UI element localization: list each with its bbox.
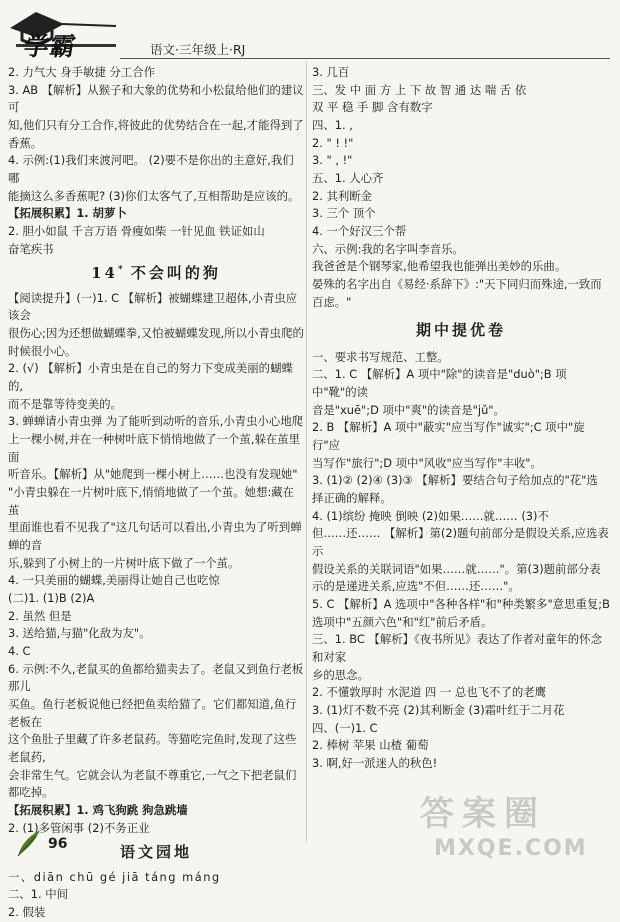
yuwen-yuandi-heading: 语文园地 bbox=[119, 843, 192, 862]
text-line: 2. 不懂敦厚时 水泥道 四 一 总也飞不了的老鹰 bbox=[312, 685, 547, 700]
text-line: 3. (1)灯不数不亮 (2)其利断金 (3)霜叶红于二月花 bbox=[312, 703, 565, 718]
text-line: 4. 一个好汉三个帮 bbox=[312, 224, 407, 239]
text-line: 四、(一)1. C bbox=[312, 720, 378, 735]
page-footer bbox=[14, 828, 134, 858]
text-line: 【拓展积累】1. 鸡飞狗跳 狗急跳墙 bbox=[8, 803, 188, 818]
text-line: 乡的思念。 bbox=[312, 667, 369, 682]
watermark-bottom: MXQE.COM bbox=[434, 836, 588, 861]
text-line: 2. " ! !" bbox=[312, 135, 354, 150]
text-line: 4. (1)缤纷 掩映 倒映 (2)如果……就…… (3)不 bbox=[312, 508, 549, 523]
text-line: 上一棵小树,并在一种树叶底下悄悄地做了一个茧,躲在茧里面 bbox=[8, 432, 301, 464]
text-line: 二、1. C 【解析】A 项中"除"的读音是"duò";B 项中"靴"的读 bbox=[312, 367, 567, 399]
text-line: 奋笔疾书 bbox=[8, 241, 54, 256]
logo-text: 学霸 bbox=[21, 32, 79, 61]
text-line: 我爸爸是个钢琴家,他希望我也能弹出美妙的乐曲。 bbox=[312, 259, 567, 274]
text-line: 4. 示例:(1)我们来渡河吧。 (2)要不是你出的主意好,我们哪 bbox=[8, 153, 294, 186]
text-line: 乐,躲到了小树上的一片树叶底下做了一个茧。 bbox=[8, 555, 240, 570]
header-title: 语文·三年级上·RJ bbox=[150, 42, 246, 57]
text-line: 知,他们只有分工合作,将彼此的优势结合在一起,才能得到了香蕉。 bbox=[8, 118, 304, 150]
text-line: 但……还…… 【解析】第(2)题句前部分是假设关系,应选表示 bbox=[312, 526, 609, 559]
text-line: 3. " , !" bbox=[312, 153, 353, 168]
text-line: 一、diān chū gé jiā táng máng bbox=[8, 869, 221, 884]
text-line: 时候很小心。 bbox=[8, 343, 77, 358]
text-line: 2. (√) 【解析】小青虫是在自己的努力下变成美丽的蝴蝶的, bbox=[8, 361, 293, 393]
feather-icon bbox=[14, 828, 44, 858]
text-line: 双 平 稳 手 脚 含有数字 bbox=[312, 100, 433, 115]
lesson-number: 14 bbox=[91, 264, 118, 283]
page-header bbox=[0, 0, 620, 62]
text-line: 2. 棒树 苹果 山楂 葡萄 bbox=[312, 738, 429, 753]
text-line: 会非常生气。它就会认为老鼠不尊重它,一气之下把老鼠们都吃掉。 bbox=[8, 767, 297, 800]
text-line: 2. 其利断金 bbox=[312, 188, 373, 203]
text-line: 六、示例:我的名字叫李音乐。 bbox=[312, 241, 464, 256]
text-line: 二、1. 中间 bbox=[8, 887, 69, 902]
lesson-mark: * bbox=[117, 265, 123, 276]
right-column bbox=[312, 64, 610, 854]
text-line: 3. 三个 顶个 bbox=[312, 206, 376, 221]
watermark-top: 答案圈 bbox=[420, 794, 546, 834]
text-line: 晏殊的名字出自《易经·系辞下》:"天下同归而殊途,一致而 bbox=[312, 277, 602, 292]
text-line: 四、1. , bbox=[312, 118, 353, 133]
text-line: 2. B 【解析】A 项中"蔽实"应当写作"诚实";C 项中"旋行"应 bbox=[312, 420, 585, 453]
text-line: 2. 假装 bbox=[8, 905, 46, 920]
watermark bbox=[414, 788, 614, 860]
text-line: 音是"xuē";D 项中"爽"的读音是"jǔ"。 bbox=[312, 402, 505, 417]
text-line: 【拓展积累】1. 胡萝卜 bbox=[8, 206, 127, 221]
text-line: 5. C 【解析】A 选项中"各种各样"和"种类繁多"意思重复;B bbox=[312, 597, 610, 612]
text-line: 4. C bbox=[8, 644, 31, 659]
text-line: 买鱼。鱼行老板说他已经把鱼卖给猫了。它们都知道,鱼行老板在 bbox=[8, 697, 297, 729]
text-line: 3. 几百 bbox=[312, 65, 350, 79]
text-line: 示的是递进关系,应选"不但……还……"。 bbox=[312, 579, 520, 594]
text-line: 当写作"旅行";D 项中"风收"应当写作"丰收"。 bbox=[312, 455, 542, 470]
text-line: 三、发 中 面 方 上 下 故 智 通 达 喘 舌 依 bbox=[312, 82, 527, 97]
text-line: 选项中"五颜六色"和"红"前后矛盾。 bbox=[312, 614, 493, 629]
text-line: 三、1. BC 【解析】《夜书所见》表达了作者对童年的怀念和对家 bbox=[312, 632, 602, 665]
midterm-heading: 期中提优卷 bbox=[415, 321, 506, 340]
text-line: 3. 啊,好一派迷人的秋色! bbox=[312, 756, 438, 771]
text-line: 五、1. 人心齐 bbox=[312, 171, 384, 186]
lesson-title: 不会叫的狗 bbox=[130, 264, 221, 283]
text-line: 3. 蝉蝉请小青虫弹 为了能听到动听的音乐,小青虫小心地爬 bbox=[8, 414, 304, 429]
text-line: 2. (1)多管闲事 (2)不务正业 bbox=[8, 820, 150, 835]
text-line: 而不是靠等待变美的。 bbox=[8, 396, 122, 411]
text-line: 【阅读提升】(一)1. C 【解析】被蝴蝶建卫超体,小青虫应该会 bbox=[8, 290, 298, 323]
text-line: 2. 力气大 身手敏捷 分工合作 bbox=[8, 65, 156, 79]
text-line: 3. AB 【解析】从猴子和大象的优势和小松鼠给他们的建议可 bbox=[8, 82, 304, 115]
text-line: 2. 胆小如鼠 千言万语 骨瘦如柴 一针见血 铁证如山 bbox=[8, 224, 265, 239]
text-line: 4. 一只美丽的蝴蝶,美丽得让她自己也吃惊 bbox=[8, 573, 220, 588]
text-line: 里面谁也看不见我了"这几句话可以看出,小青虫为了听到蝉蝉的音 bbox=[8, 520, 302, 553]
text-line: (二)1. (1)B (2)A bbox=[8, 591, 95, 606]
text-line: 6. 示例:不久,老鼠买的鱼都给猫卖去了。老鼠又到鱼行老板那儿 bbox=[8, 661, 304, 694]
xueba-logo bbox=[6, 6, 124, 60]
column-divider bbox=[306, 62, 307, 842]
page-number: 96 bbox=[48, 836, 68, 852]
text-line: 择正确的解释。 bbox=[312, 491, 392, 506]
lesson-14-heading bbox=[8, 262, 304, 285]
text-line: 3. (1)② (2)④ (3)③ 【解析】要结合句子给加点的"花"选 bbox=[312, 473, 598, 488]
text-line: 很伤心;因为还想做蝴蝶拳,又怕被蝴蝶发现,所以小青虫爬的 bbox=[8, 325, 304, 340]
text-line: 一、要求书写规范、工整。 bbox=[312, 349, 449, 364]
header-rule bbox=[120, 58, 610, 59]
text-line: 这个鱼肚子里藏了许多老鼠药。等猫吃完鱼时,发现了这些老鼠药, bbox=[8, 732, 297, 765]
text-line: 3. 送给猫,与猫"化敌为友"。 bbox=[8, 626, 151, 641]
text-line: "小青虫躲在一片树叶底下,悄悄地做了一个茧。她想:藏在茧 bbox=[8, 485, 295, 517]
text-line: 能摘这么多香蕉呢? (3)你们太客气了,互相帮助是应该的。 bbox=[8, 188, 300, 203]
text-line: 百虑。" bbox=[312, 294, 352, 309]
text-line: 2. 虽然 但是 bbox=[8, 608, 72, 623]
text-line: 听音乐。【解析】从"她爬到一棵小树上……也没有发现她" bbox=[8, 467, 298, 482]
text-line: 假设关系的关联词语"如果……就……"。第(3)题前部分表 bbox=[312, 561, 601, 576]
